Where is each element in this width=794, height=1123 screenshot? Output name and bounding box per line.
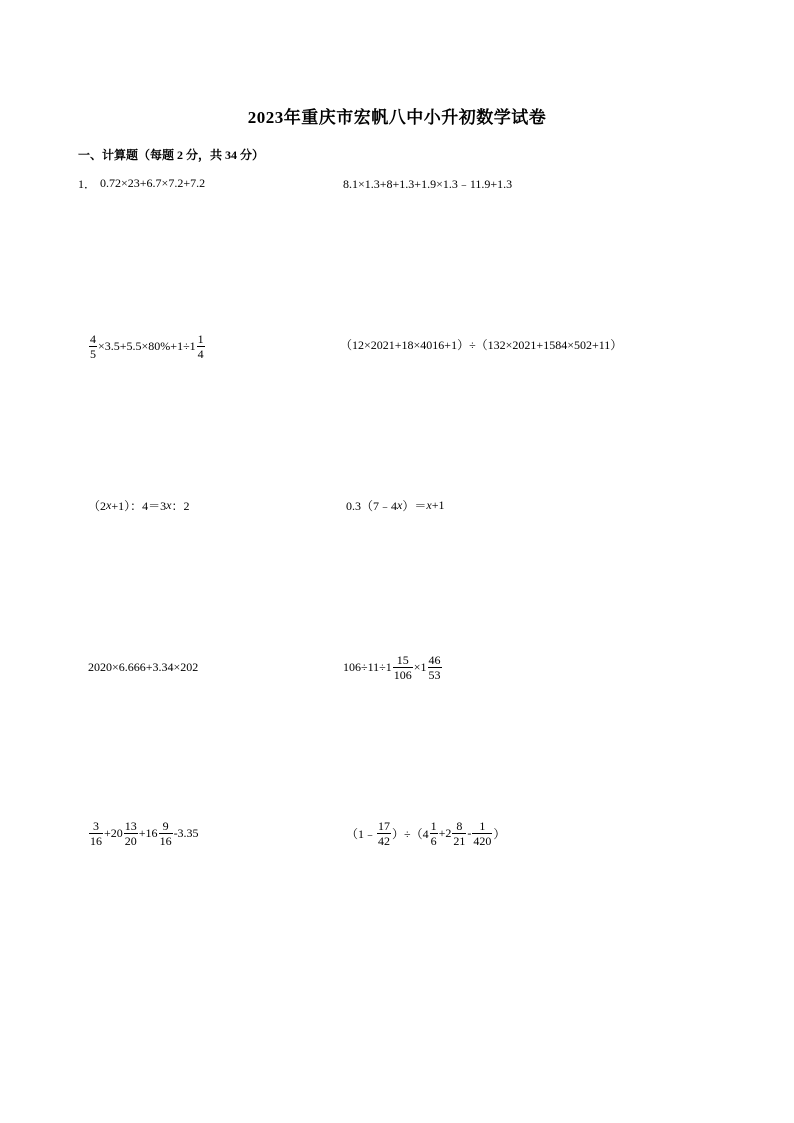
expression-text: ）＝ [402,498,427,513]
fraction: $\frac{17}{42}$ [378,818,391,848]
problem-expression: 8.1×1.3+8+1.3+1.9×1.3﹣11.9+1.3 [343,176,513,191]
variable-x: x [166,497,172,512]
variable-x: x [426,497,432,512]
expression-text: +1）：4＝3 [111,498,167,513]
expression-text: ：2 [171,498,190,513]
page-title: 2023年重庆市宏帆八中小升初数学试卷 [247,108,547,127]
problem-expression: 0.72×23+6.7×7.2+7.2 [100,175,206,190]
expression-text: 0.3（7﹣4 [346,498,398,513]
expression-text: （1﹣ [346,826,377,841]
problem-5 [88,485,189,525]
problem-10 [346,813,505,853]
fraction: $\frac{8}{21}$ [453,818,466,848]
expression-text: +16 [138,825,158,840]
fraction: $\frac{1}{4}$ [197,331,204,361]
expression-text: ×1 [413,659,427,674]
section-heading: 一、计算题（每题 2 分，共 34 分） [78,148,265,162]
problem-9 [88,813,199,853]
problem-6 [346,485,444,525]
expression-text: ） [493,826,506,841]
fraction: $\frac{4}{5}$ [90,331,96,361]
problem-8 [343,647,443,687]
problem-1 [78,163,205,203]
expression-text: ×3.5+5.5×80%+1÷1 [98,338,196,353]
variable-x: x [397,497,403,512]
expression-text: +1 [431,497,445,512]
fraction: $\frac{46}{53}$ [428,652,441,682]
problem-2 [343,163,512,203]
fraction: $\frac{1}{6}$ [430,818,437,848]
problem-expression: 2020×6.666+3.34×202 [88,659,199,674]
expression-text: +20 [104,825,123,840]
expression-text: 106÷11÷1 [343,659,392,674]
expression-text: ）÷（4 [392,826,429,841]
fraction: $\frac{3}{16}$ [90,818,102,848]
expression-text: -3.35 [173,825,199,840]
fraction: $\frac{13}{20}$ [124,818,137,848]
problem-number: 1． [78,176,97,191]
variable-x: x [106,497,112,512]
expression-text: - [467,825,472,840]
fraction: $\frac{15}{106}$ [393,652,412,682]
expression-text: （2 [88,498,107,513]
problem-7 [88,647,198,687]
problem-expression: （12×2021+18×4016+1）÷（132×2021+1584×502+11） [340,337,623,352]
problem-4 [340,324,622,364]
fraction: $\frac{9}{16}$ [159,818,172,848]
problem-3 [88,326,206,366]
expression-text: +2 [438,825,452,840]
fraction: $\frac{1}{420}$ [473,818,492,848]
